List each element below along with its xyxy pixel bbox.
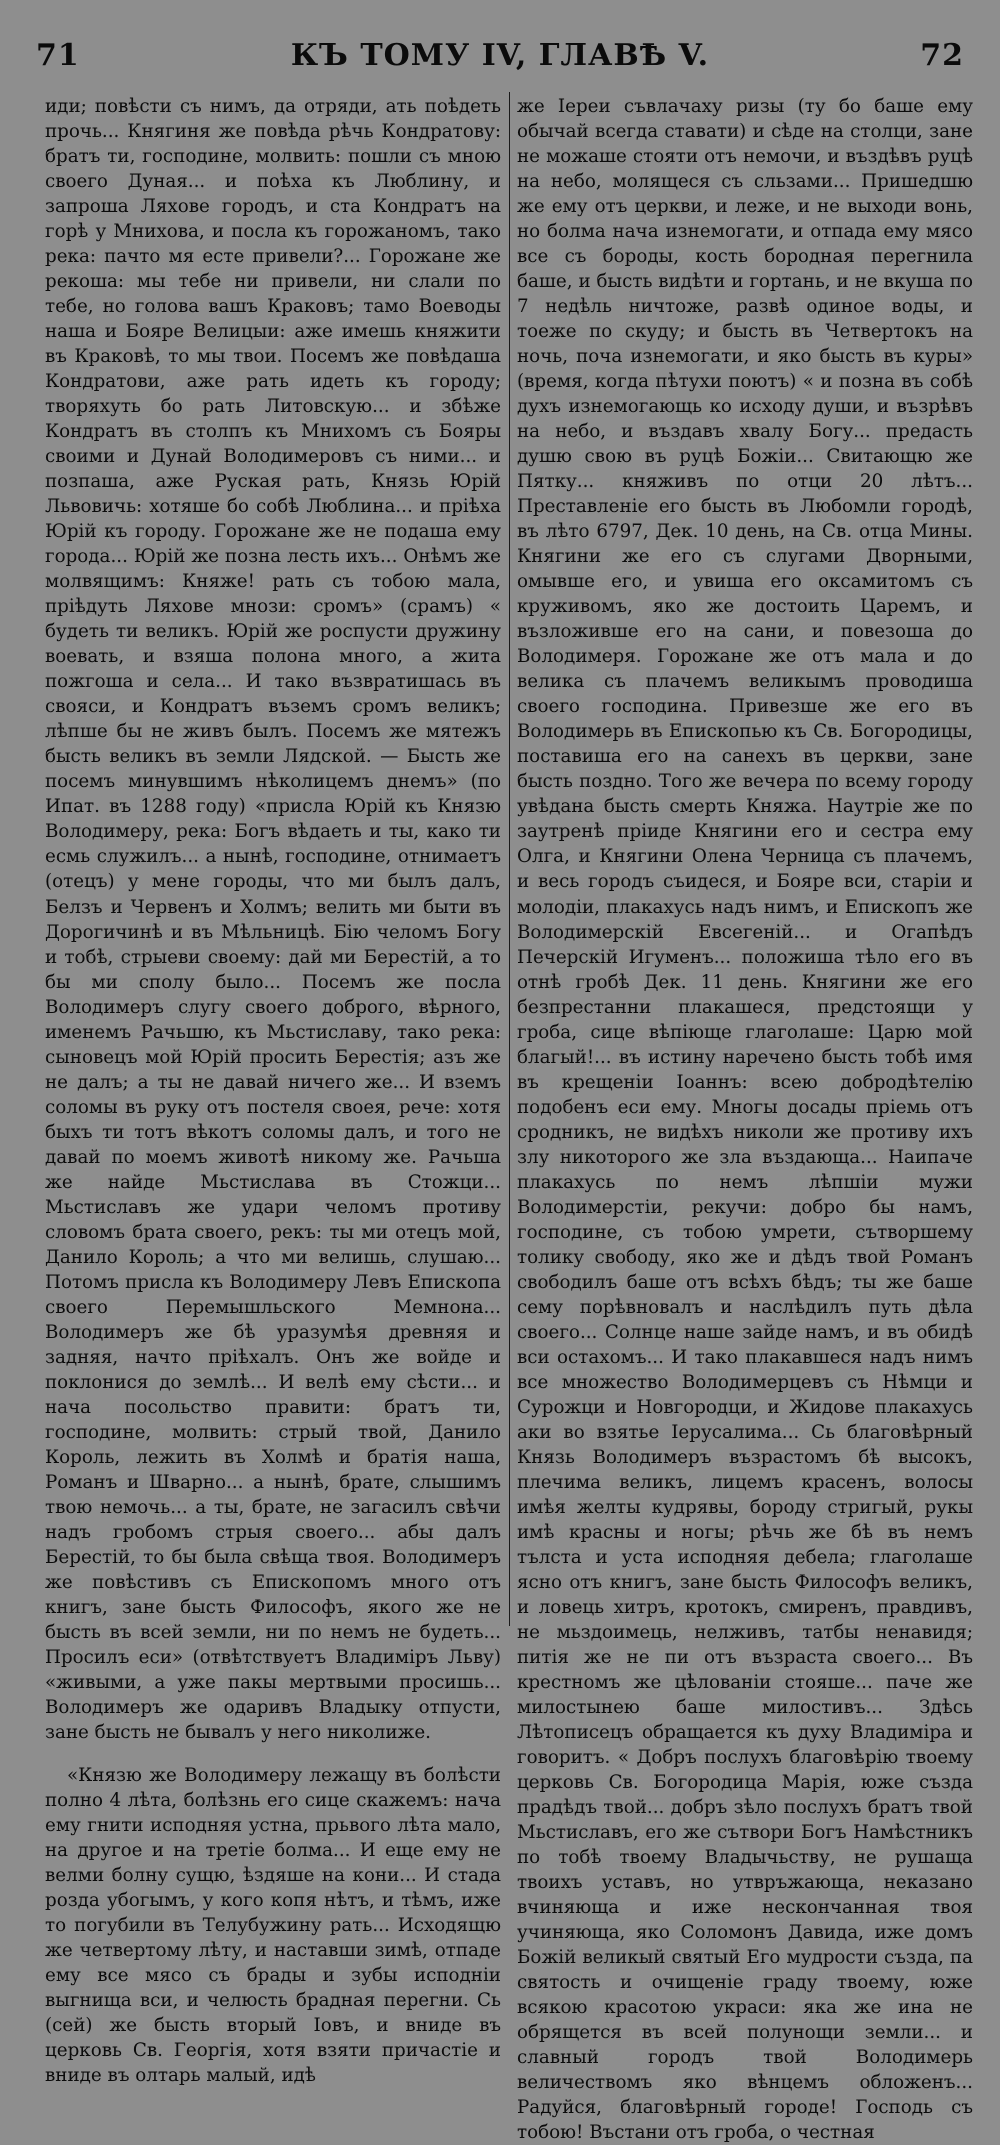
running-title: КЪ ТОМУ IV, ГЛАВѢ V. (290, 38, 710, 73)
left-page-number: 71 (36, 38, 80, 73)
right-paragraph-1: же Іереи съвлачаху ризы (ту бо баше ему обычай всегда ставати) и сѣде на столци, зане не можаше стояти отъ немочи, и въздѣвъ руцѣ на небо, молящеся съ сльзами... Пришедшю же ему отъ церкви, и леже, и не выходи вонь, но болма нача изнемогати, и отпада ему мясо все съ бороды, кость бородная перегнила баше, и бысть видѣти и гортань, и не вкуша по 7 недѣль ничтоже, развѣ одиное воды, и тоеже по скуду; и бысть въ Четвертокъ на ночь, поча изнемогати, и яко бысть въ куры» (время, когда пѣтухи поютъ) « и позна въ собѣ духъ изнемогающь ко исходу души, и възрѣвъ на небо, и въздавъ хвалу Богу... предасть душю свою въ руцѣ Божіи... Свитающю же Пятку... княживъ по отци 20 лѣтъ... Преставленіе его бысть въ Любомли городѣ, въ лѣто 6797, Дек. 10 день, на Св. отца Мины. Княгини же его съ слугами Дворными, омывше его, и увиша его оксамитомъ съ круживомъ, яко же достоить Царемъ, и възложивше его на сани, и повезоша до Володимеря. Горожане же отъ мала и до велика съ плачемъ великымъ проводиша своего господина. Привезше же его въ Володимерь въ Епископью къ Св. Богородицы, поставиша его на санехъ въ церкви, зане бысть поздно. Того же вечера по всему городу увѣдана бысть смерть Княжа. Наутріе же по заутренѣ пріиде Княгини его и сестра ему Олга, и Княгини Олена Черница съ плачемъ, и весь городъ съидеся, и Бояре вси, старіи и молодіи, плакахусь надъ нимъ, и Епископъ же Володимерскій Евсегеній... и Огапѣдъ Печерскій Игуменъ... положиша тѣло его въ отнѣ гробѣ Дек. 11 день. Княгини же его безпрестанни плакашеся, предстоящи у гроба, сице вѣпіюще глаголаше: Царю мой благый!... въ истину наречено бысть тобѣ имя въ крещеніи Іоаннъ: всею добродѣтелію подобенъ еси ему. Многы досады пріемь отъ сродникъ, не видѣхъ николи же противу ихъ злу никоторого же зла въздающа... Наипаче плакахусь по немъ лѣпшіи мужи Володимерстіи, рекучи: добро бы намъ, господине, съ тобою умрети, сътворшему толику свободу, яко же и дѣдъ твой Романъ свободилъ баше отъ всѣхъ бѣдъ; ты же баше сему порѣвновалъ и наслѣдилъ путь дѣла своего... Солнце наше зайде намъ, и въ обидѣ вси остахомъ... И тако плакавшеся надъ нимъ все множество Володимерцевъ съ Нѣмци и Сурожци и Новгородци, и Жидове плакахусь аки во взятье Іерусалима... Сь благовѣрный Князь Володимеръ възрастомъ бѣ высокъ, плечима великъ, лицемъ красенъ, волосы имѣя желты кудрявы, бороду стригый, рукы имѣ красны и ногы; рѣчь же бѣ въ немъ тълста и уста исподняя дебела; глаголаше ясно отъ книгъ, зане бысть Философъ великъ, и ловець хитръ, кротокъ, смиренъ, правдивъ, не мьздоимець, нелживъ, татбы ненавидя; питія же не пи отъ възраста своего... Въ крестномъ же цѣлованіи стояше... паче же милостынею баше милостивъ... Здѣсь Лѣтописецъ обращается къ духу Владиміра и говоритъ. « Добръ послухъ благовѣрію твоему церковь Св. Богородица Марія, юже създа прадѣдъ твой... добръ зѣло послухъ братъ твой Мьстиславъ, его же сътвори Богъ Намѣстникъ по тобѣ твоему Владычьству, не рушаща твоихъ уставъ, но утвръжающа, неказано вчиняюща и иже нескончанная твоя учиняюща, яко Соломонъ Давида, иже домъ Божій великый святый Его мудрости създа, па святость и очищеніе граду твоему, юже всякою красотою украси: яка же ина не обрящется въ всей полунощи земли... и славный городъ твой Володимерь величествомъ яко вѣнцемъ обложенъ... Радуйся, благовѣрный городе! Господь съ тобою! Въстани отъ гроба, о честная (517, 96, 973, 2144)
left-paragraph-2: «Князю же Володимеру лежащу въ болѣсти полно 4 лѣта, болѣзнь его сице скажемъ: нача ему гнити исподняя устна, прьвого лѣта мало, на другое и на третіе болма... И еще ему не велми болну сущю, ѣздяше на кони... И стада розда убогымъ, у кого копя нѣтъ, и тѣмъ, иже то погубили въ Телубужину рать... Исходящю же четвертому лѣту, и наставши зимѣ, отпаде ему все мясо съ брады и зубы исподніи выгнища вси, и челюсть брадная перегни. Сь (сей) же бысть вторый Іовъ, и вниде въ церковь Св. Георгія, хотя взяти причастіе и вниде въ олтарь малый, идѣ (45, 1765, 501, 2087)
running-header (36, 38, 964, 78)
left-column (45, 94, 501, 2087)
right-column (517, 94, 973, 2144)
left-paragraph-1: иди; повѣсти съ нимъ, да отряди, ать поѣдеть прочь... Княгиня же повѣда рѣчь Кондратову: братъ ти, господине, молвить: пошли съ мною своего Дуная... и поѣха къ Люблину, и запроша Ляхове городъ, и ста Кондратъ на горѣ у Мнихова, и посла къ горожаномъ, тако река: пачто мя есте привели?... Горожане же рекоша: мы тебе ни привели, ни слали по тебе, но голова вашъ Краковъ; тамо Воеводы наша и Бояре Велицыи: аже имешь княжити въ Краковѣ, то мы твои. Посемъ же повѣдаша Кондратови, аже рать идеть къ городу; творяхуть бо рать Литовскую... и збѣже Кондратъ въ столпъ къ Мнихомъ съ Бояры своими и Дунай Володимеровъ съ ними... и позпаша, аже Руская рать, Князь Юрій Львовичь: хотяше бо собѣ Люблина... и пріѣха Юрій къ городу. Горожане же не подаша ему города... Юрій же позна лесть ихъ... Онѣмъ же молвящимъ: Княже! рать съ тобою мала, пріѣдуть Ляхове мнози: сромъ» (срамъ) « будеть ти великъ. Юрій же роспусти дружину воевать, и взяша полона много, а жита пожгоша и села... И тако възвратишась въ свояси, и Кондратъ въземъ сромъ великъ; лѣпше бы не живъ былъ. Посемъ же мятежъ бысть великъ въ земли Лядской. — Бысть же посемъ минувшимъ нѣколицемъ днемъ» (по Ипат. въ 1288 году) «присла Юрій къ Князю Володимеру, река: Богъ вѣдаеть и ты, како ти есмь служилъ... а нынѣ, господине, отнимаетъ (отецъ) у мене городы, что ми былъ далъ, Белзъ и Червенъ и Холмъ; велить ми быти въ Дорогичинѣ и въ Мѣльницѣ. Бію челомъ Богу и тобѣ, стрыеви своему: дай ми Берестій, а то бы ми сполу было... Посемъ же посла Володимеръ слугу своего доброго, вѣрного, именемъ Рачьшю, къ Мьстиславу, тако река: сыновецъ мой Юрій просить Берестія; азъ же не далъ; а ты не давай ничего же... И вземъ соломы въ руку отъ постеля своея, рече: хотя быхъ ти тотъ вѣкотъ соломы далъ, и того не давай по моемъ животѣ никому же. Рачьша же найде Мьстислава въ Стожци... Мьстиславъ же удари челомъ противу словомъ брата своего, рекъ: ты ми отецъ мой, Данило Король; а что ми велишь, слушаю... Потомъ присла къ Володимеру Левъ Епископа своего Перемышльского Мемнона... Володимеръ же бѣ уразумѣя древняя и задняя, начто пріѣхалъ. Онъ же войде и поклонися до землѣ... И велѣ ему сѣсти... и нача посольство правити: братъ ти, господине, молвить: стрый твой, Данило Король, лежить въ Холмѣ и братія наша, Романъ и Шварно... а нынѣ, брате, слышимъ твою немочь... а ты, брате, не загасилъ свѣчи надъ гробомъ стрыя своего... абы далъ Берестій, то бы была свѣща твоя. Володимеръ же повѣстивъ съ Епископомъ много отъ книгъ, зане бысть Философъ, якого же не бысть въ всей земли, ни по немъ не будеть... Просилъ еси» (отвѣтствуетъ Владиміръ Льву) «живыми, а уже пакы мертвыми просишь... Володимеръ же одаривъ Владыку отпусти, зане бысть не бывалъ у него николиже. (45, 96, 501, 1744)
column-divider (509, 92, 510, 1626)
right-page-number: 72 (920, 38, 964, 73)
